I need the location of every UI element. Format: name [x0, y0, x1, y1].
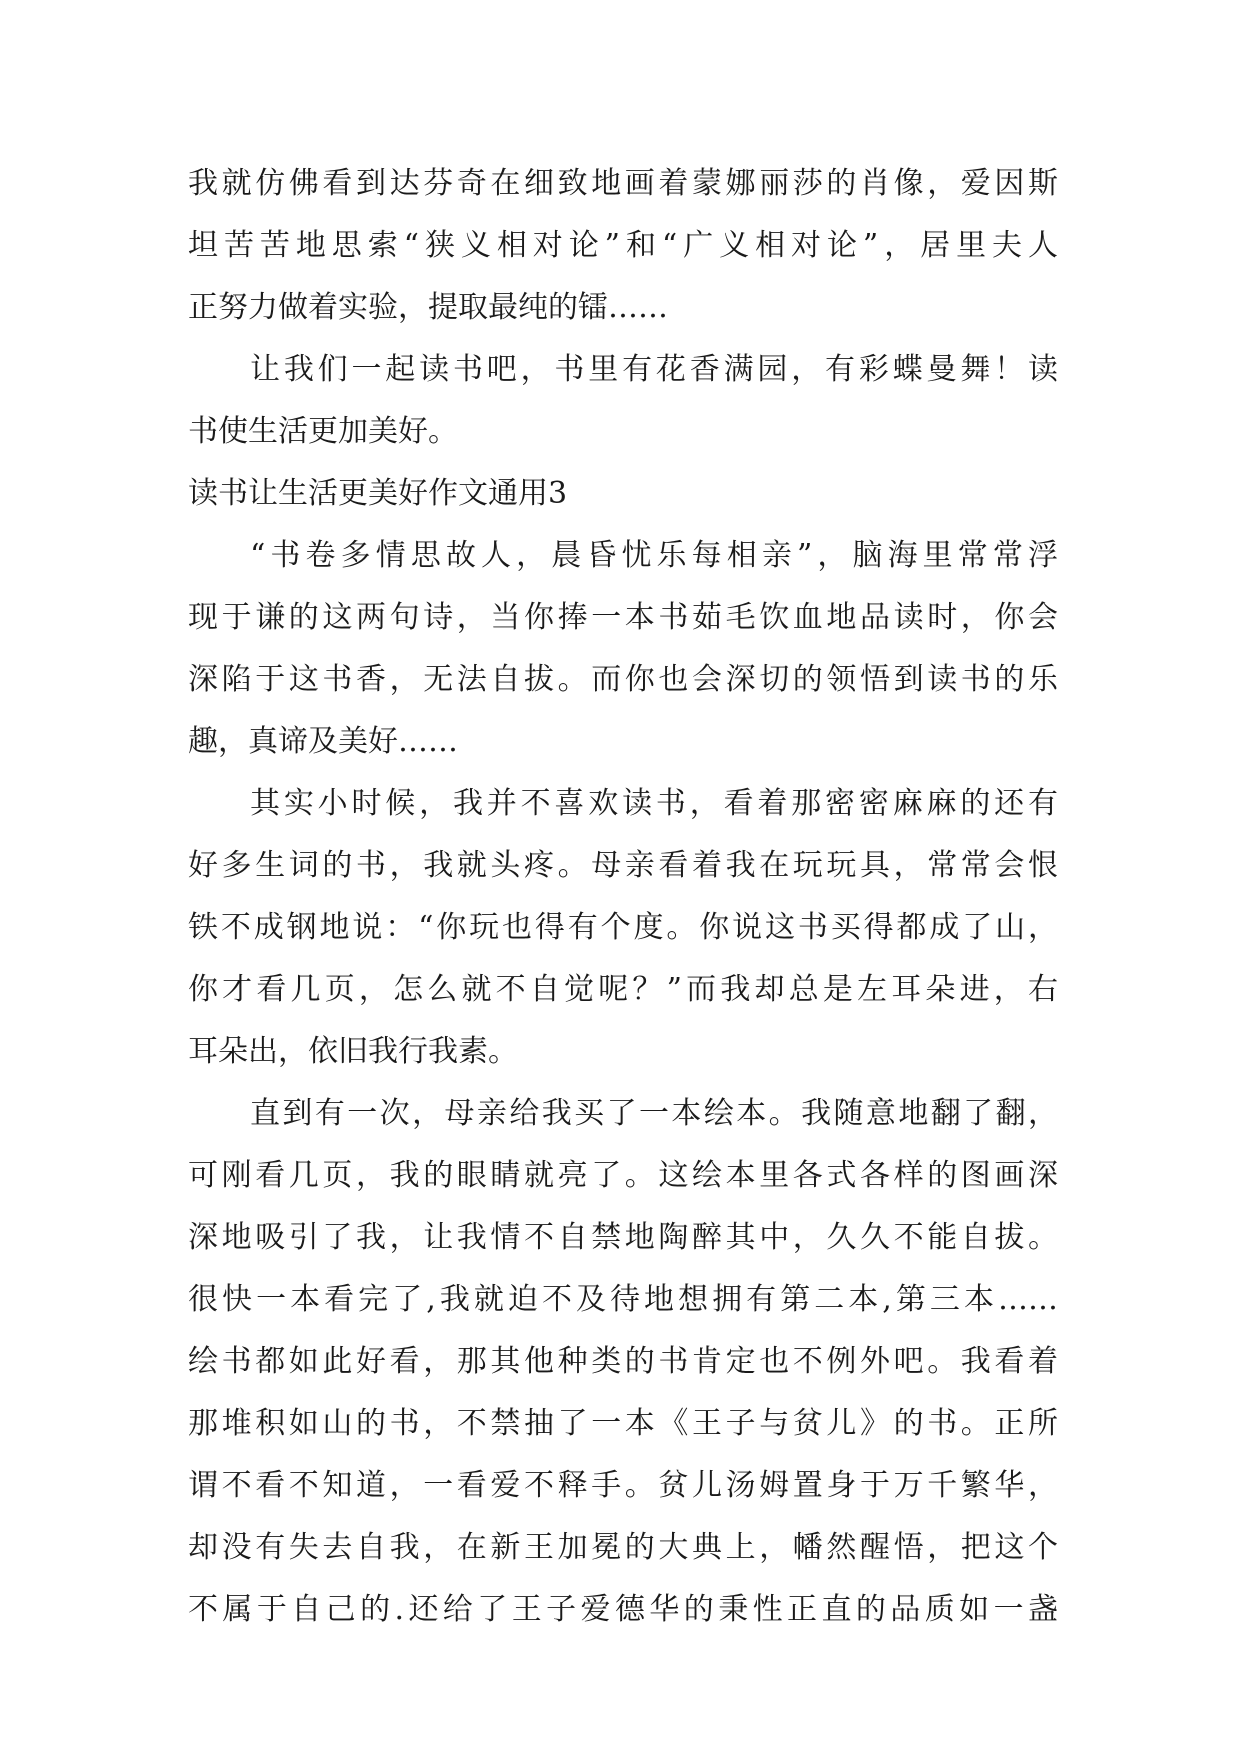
- paragraph-line: 现于谦的这两句诗，当你捧一本书茹毛饮血地品读时，你会: [188, 600, 1058, 635]
- paragraph-line: 铁不成钢地说：“你玩也得有个度。你说这书买得都成了山，: [188, 910, 1058, 945]
- paragraph-line: 很快一本看完了,我就迫不及待地想拥有第二本,第三本……: [188, 1282, 1058, 1317]
- paragraph-line: 直到有一次，母亲给我买了一本绘本。我随意地翻了翻，: [250, 1096, 1058, 1131]
- paragraph-line: 却没有失去自我，在新王加冕的大典上，幡然醒悟，把这个: [188, 1530, 1058, 1565]
- paragraph-line: 书使生活更加美好。: [188, 414, 458, 449]
- paragraph-line: 坦苦苦地思索“狭义相对论”和“广义相对论”，居里夫人: [188, 228, 1058, 263]
- paragraph-line: 我就仿佛看到达芬奇在细致地画着蒙娜丽莎的肖像，爱因斯: [188, 166, 1058, 201]
- paragraph-line: 让我们一起读书吧，书里有花香满园，有彩蝶曼舞！读: [250, 352, 1058, 387]
- paragraph-line: 趣，真谛及美好……: [188, 724, 458, 759]
- paragraph-line: 谓不看不知道，一看爱不释手。贫儿汤姆置身于万千繁华，: [188, 1468, 1058, 1503]
- paragraph-line: 那堆积如山的书，不禁抽了一本《王子与贫儿》的书。正所: [188, 1406, 1058, 1441]
- paragraph-line: 深陷于这书香，无法自拔。而你也会深切的领悟到读书的乐: [188, 662, 1058, 697]
- paragraph-line: 可刚看几页，我的眼睛就亮了。这绘本里各式各样的图画深: [188, 1158, 1058, 1193]
- paragraph-line: 好多生词的书，我就头疼。母亲看着我在玩玩具，常常会恨: [188, 848, 1058, 883]
- paragraph-line: 耳朵出，依旧我行我素。: [188, 1034, 518, 1069]
- paragraph-line: 其实小时候，我并不喜欢读书，看着那密密麻麻的还有: [250, 786, 1058, 821]
- paragraph-line: 正努力做着实验，提取最纯的镭……: [188, 290, 668, 325]
- paragraph-line: “书卷多情思故人，晨昏忧乐每相亲”，脑海里常常浮: [250, 538, 1058, 573]
- paragraph-line: 深地吸引了我，让我情不自禁地陶醉其中，久久不能自拔。: [188, 1220, 1058, 1255]
- paragraph-line: 不属于自己的.还给了王子爱德华的秉性正直的品质如一盏: [188, 1592, 1058, 1627]
- section-heading: 读书让生活更美好作文通用3: [188, 476, 568, 511]
- paragraph-line: 绘书都如此好看，那其他种类的书肯定也不例外吧。我看着: [188, 1344, 1058, 1379]
- paragraph-line: 你才看几页，怎么就不自觉呢？”而我却总是左耳朵进，右: [188, 972, 1058, 1007]
